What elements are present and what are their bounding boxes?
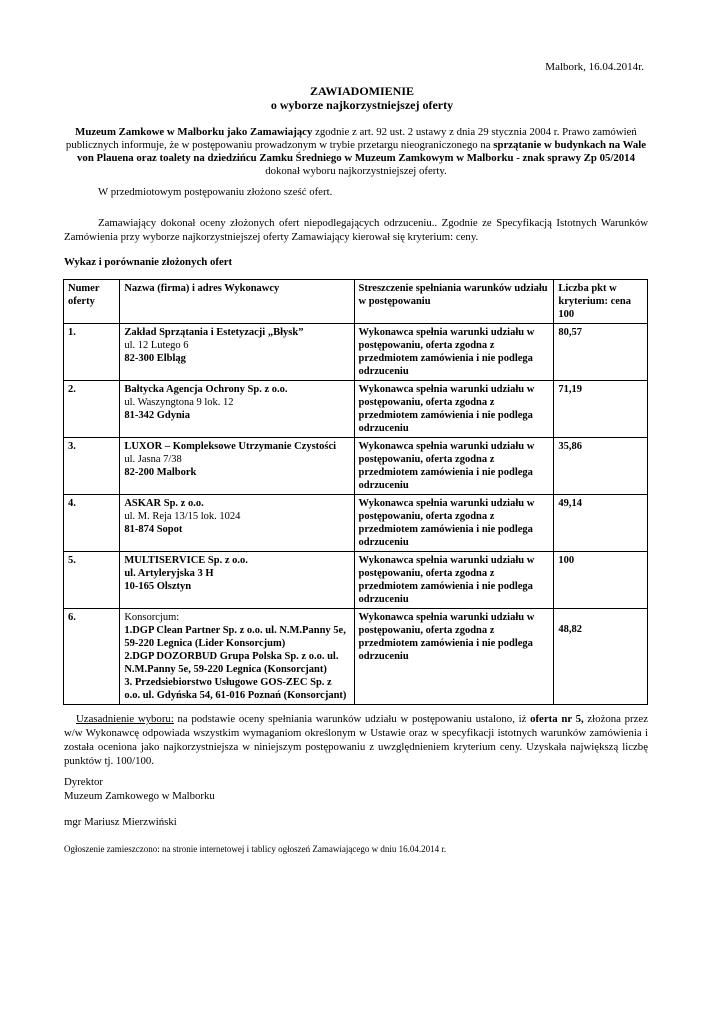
table-row [64,324,648,381]
conditions-cell: Wykonawca spełnia warunki udziału w postępowaniu, oferta zgodna z przedmiotem zamówienia i nie podlega odrzuceniu [354,438,554,495]
contractor-name: Bałtycka Agencja Ochrony Sp. z o.o. [124,384,288,395]
contractor-cell [120,609,354,705]
document-title [0,84,724,112]
header-offer-number: Numer oferty [64,280,120,324]
header-conditions: Streszczenie spełniania warunków udziału w postępowaniu [354,280,554,324]
consortium-label: Konsorcjum: [124,612,180,623]
table-row [64,438,648,495]
contractor-street: ul. Jasna 7/38 [124,454,182,465]
header-contractor-name: Nazwa (firma) i adres Wykonawcy [120,280,354,324]
title-line-2: o wyborze najkorzystniejszej oferty [270,98,454,112]
conditions-cell: Wykonawca spełnia warunki udziału w postępowaniu, oferta zgodna z przedmiotem zamówienia i nie podlega odrzuceniu [354,324,554,381]
signature-role: Dyrektor [64,776,103,788]
contractor-cell [120,381,354,438]
contractor-cell [120,495,354,552]
offers-list-heading: Wykaz i porównanie złożonych ofert [64,256,233,268]
offer-number: 6. [64,609,120,705]
contractor-city: 82-200 Malbork [124,467,197,478]
table-header-row [64,280,648,324]
contractor-street: ul. M. Reja 13/15 lok. 1024 [124,511,241,522]
points-cell: 48,82 [554,609,648,705]
points-cell: 49,14 [554,495,648,552]
offer-number: 3. [64,438,120,495]
contractor-cell [120,552,354,609]
contractor-city: 82-300 Elbląg [124,353,186,364]
contractor-name: LUXOR – Kompleksowe Utrzymanie Czystości [124,441,337,452]
offer-number: 4. [64,495,120,552]
conditions-cell: Wykonawca spełnia warunki udziału w postępowaniu, oferta zgodna z przedmiotem zamówienia i nie podlega odrzuceniu [354,552,554,609]
contractor-city: 81-342 Gdynia [124,410,190,421]
intro-paragraph [64,126,648,178]
contractor-name: MULTISERVICE Sp. z o.o. [124,555,248,566]
intro-text-1: zgodnie z art. 92 ust. 2 ustawy z dnia 29 stycznia 2004 r. Prawo zamówień publicznych informuje, że w postępowaniu prowadzonym w trybie przetargu nieograniczonego na [65,126,637,151]
contractor-street: ul. Artyleryjska 3 H [124,568,214,579]
contractor-city: 81-874 Sopot [124,524,183,535]
points-cell: 71,19 [554,381,648,438]
document-date: Malbork, 16.04.2014r. [545,61,644,73]
justification-selected-offer: oferta nr 5, [530,713,584,725]
offer-number: 1. [64,324,120,381]
signature-institution: Muzeum Zamkowego w Malborku [64,790,215,802]
table-row [64,381,648,438]
intro-text-2: dokonał wyboru najkorzystniejszej oferty. [265,165,447,177]
title-line-1: ZAWIADOMIENIE [309,84,414,98]
signature-name: mgr Mariusz Mierzwiński [64,816,177,828]
conditions-cell: Wykonawca spełnia warunki udziału w postępowaniu, oferta zgodna z przedmiotem zamówienia i nie podlega odrzuceniu [354,495,554,552]
contractor-cell [120,438,354,495]
table-row [64,495,648,552]
table-row [64,552,648,609]
contractor-cell [120,324,354,381]
contractor-name: ASKAR Sp. z o.o. [124,498,204,509]
intro-lead: Muzeum Zamkowe w Malborku jako Zamawiający [75,126,313,138]
justification-text-1: na podstawie oceny spełniania warunków udziału w postępowaniu ustalono, iż [173,713,531,725]
signature-block [64,775,215,803]
points-cell: 35,86 [554,438,648,495]
justification-text-2: złożona przez w/w Wykonawcę odpowiada wszystkim wymaganiom określonym w Ustawie oraz w specyfikacji istotnych warunków zamówienia i została oceniona jako najkorzystniejsza w niniejszym postępowaniu z uwzględnieniem kryterium ceny. Uzyskała największą liczbę punktów tj. 100/100. [64,713,649,767]
offer-number: 5. [64,552,120,609]
points-cell: 100 [554,552,648,609]
header-points: Liczba pkt w kryterium: cena 100 [554,280,648,324]
contractor-name: Zakład Sprzątania i Estetyzacji „Błysk” [124,327,304,338]
publication-note: Ogłoszenie zamieszczono: na stronie internetowej i tablicy ogłoszeń Zamawiającego w dniu 16.04.2014 r. [64,844,447,854]
conditions-cell: Wykonawca spełnia warunki udziału w postępowaniu, oferta zgodna z przedmiotem zamówienia i nie podlega odrzuceniu [354,381,554,438]
consortium-member: 3. Przedsiebiorstwo Usługowe GOS-ZEC Sp. z o.o. ul. Gdyńska 54, 61-016 Poznań (Konsorcjant) [124,677,347,701]
contractor-street: ul. 12 Lutego 6 [124,340,189,351]
evaluation-paragraph: Zamawiający dokonał oceny złożonych ofert niepodlegających odrzuceniu.. Zgodnie ze Specyfikacją Istotnych Warunków Zamówienia przy wyborze najkorzystniejszej oferty Zamawiający kierował się kryterium: ceny. [64,217,648,243]
offer-number: 2. [64,381,120,438]
consortium-member: 2.DGP DOZORBUD Grupa Polska Sp. z o.o. ul. N.M.Panny 5e, 59-220 Legnica (Konsorcjant) [124,651,339,675]
contractor-city: 10-165 Olsztyn [124,581,192,592]
intro-subject: sprzątanie w budynkach na Wale von Plauena oraz toalety na dziedzińcu Zamku Średniego w Muzeum Zamkowym w Malborku - znak sprawy Zp 05/2014 [77,139,647,164]
points-cell: 80,57 [554,324,648,381]
consortium-member: 1.DGP Clean Partner Sp. z o.o. ul. N.M.Panny 5e, 59-220 Legnica (Lider Konsorcjum) [124,625,346,649]
justification-label: Uzasadnienie wyboru: [76,713,174,725]
conditions-cell: Wykonawca spełnia warunki udziału w postępowaniu, oferta zgodna z przedmiotem zamówienia i nie podlega odrzuceniu [354,609,554,705]
contractor-street: ul. Waszyngtona 9 lok. 12 [124,397,234,408]
justification-paragraph [64,712,648,768]
offers-table [63,279,648,705]
offers-count-paragraph: W przedmiotowym postępowaniu złożono sześć ofert. [98,186,333,198]
table-row [64,609,648,705]
